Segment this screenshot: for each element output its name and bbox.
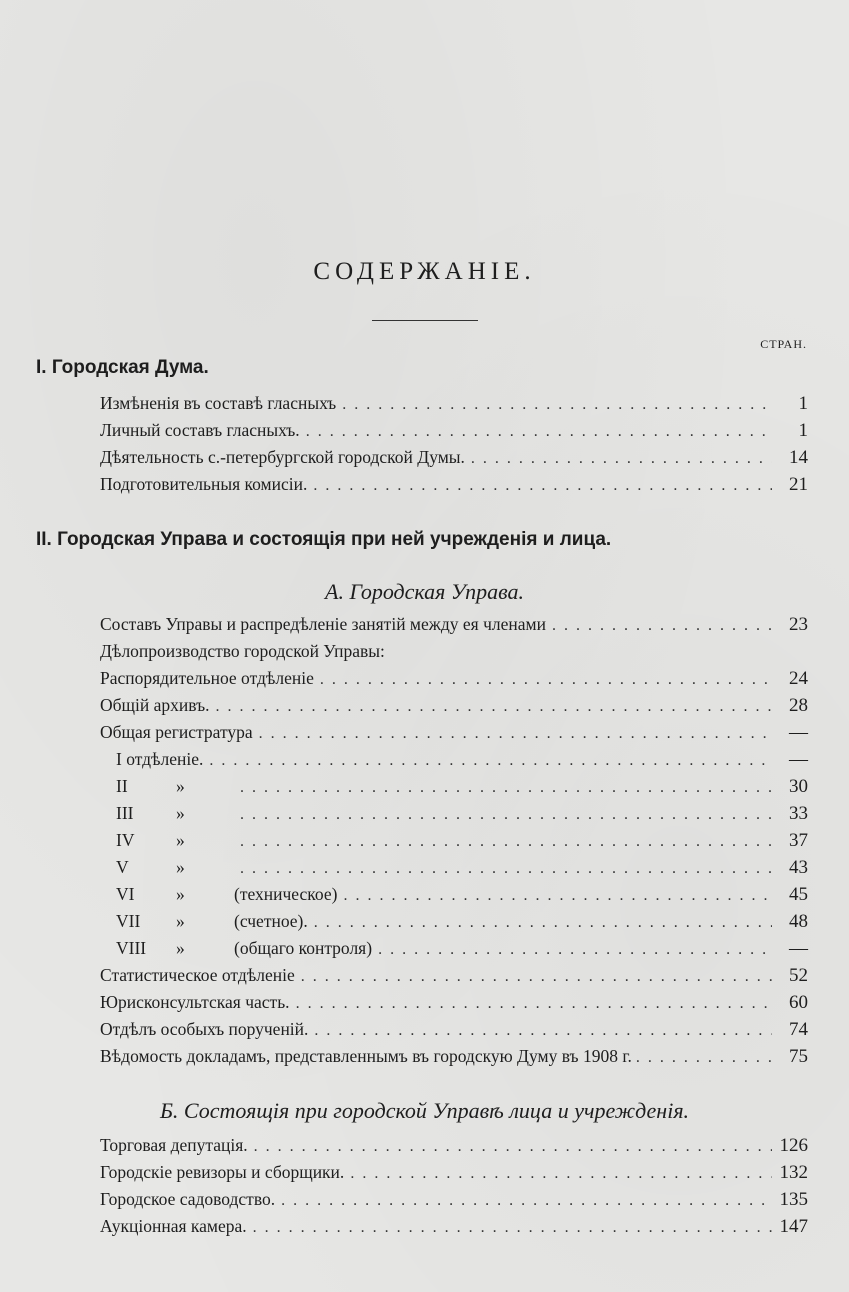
toc-entry[interactable] xyxy=(100,695,808,722)
ditto-mark: » xyxy=(176,803,185,823)
entry-page: 48 xyxy=(789,911,808,932)
entry-label: Вѣдомость докладамъ, представленнымъ въ городскую Думу въ 1908 г. xyxy=(100,1046,632,1066)
dot-leader xyxy=(209,752,772,770)
dot-leader xyxy=(350,1165,772,1183)
entry-label: Распорядительное отдѣленіе xyxy=(100,668,314,688)
section-heading-1: I. Городская Дума. xyxy=(36,357,209,378)
entry-page: 21 xyxy=(789,474,808,495)
entry-page: 126 xyxy=(779,1135,808,1156)
toc-entry[interactable] xyxy=(100,722,808,749)
entry-page: 135 xyxy=(779,1189,808,1210)
entry-page: 24 xyxy=(789,668,808,689)
toc-entry[interactable] xyxy=(100,1135,808,1162)
entry-label: Статистическое отдѣленіе xyxy=(100,965,295,985)
dot-leader xyxy=(313,477,772,495)
toc-entry[interactable] xyxy=(100,1162,808,1189)
department-number: VIII xyxy=(116,938,147,958)
toc-entry[interactable] xyxy=(100,420,808,447)
title-rule xyxy=(372,320,478,321)
entry-page: 43 xyxy=(789,857,808,878)
entry-page: 45 xyxy=(789,884,808,905)
toc-entry[interactable] xyxy=(100,614,808,641)
dot-leader xyxy=(320,671,772,689)
dot-leader xyxy=(296,995,772,1013)
entry-page: 33 xyxy=(789,803,808,824)
entry-label: Отдѣлъ особыхъ порученій. xyxy=(100,1019,309,1039)
toc-entry[interactable] xyxy=(100,965,808,992)
entry-page: 30 xyxy=(789,776,808,797)
department-note: (общаго контроля) xyxy=(234,938,373,958)
toc-entry[interactable] xyxy=(100,447,808,474)
subsection-heading-a: А. Городская Управа. xyxy=(325,579,524,604)
department-number: VI xyxy=(116,884,135,904)
dot-leader xyxy=(240,779,772,797)
dot-leader xyxy=(216,698,772,716)
dot-leader xyxy=(552,617,772,635)
department-number: II xyxy=(116,776,128,796)
ditto-mark: » xyxy=(176,911,185,931)
entry-label: Составъ Управы и распредѣленіе занятій между ея членами xyxy=(100,614,546,634)
dot-leader xyxy=(343,887,772,905)
entry-page: 147 xyxy=(779,1216,808,1237)
toc-entry[interactable] xyxy=(116,749,808,776)
entry-page: 28 xyxy=(789,695,808,716)
toc-entry-department[interactable] xyxy=(100,884,808,911)
dot-leader xyxy=(240,806,772,824)
dot-leader xyxy=(301,968,772,986)
entry-label: Общая регистратура xyxy=(100,722,253,742)
toc-entry[interactable] xyxy=(100,1019,808,1046)
dot-leader xyxy=(240,833,772,851)
entry-page: 60 xyxy=(789,992,808,1013)
ditto-mark: » xyxy=(176,776,185,796)
department-number: IV xyxy=(116,830,135,850)
entry-page: 74 xyxy=(789,1019,808,1040)
entry-label: Городскіе ревизоры и сборщики. xyxy=(100,1162,345,1182)
entry-page: — xyxy=(789,749,808,770)
dot-leader xyxy=(306,423,772,441)
dot-leader xyxy=(636,1049,774,1067)
entry-label: Торговая депутація. xyxy=(100,1135,248,1155)
toc-entry-department[interactable] xyxy=(100,803,808,830)
dot-leader xyxy=(259,725,772,743)
entry-label: Подготовительныя комисіи. xyxy=(100,474,308,494)
dot-leader xyxy=(378,941,772,959)
dot-leader xyxy=(281,1192,772,1210)
toc-entry[interactable] xyxy=(100,393,808,420)
entry-label: Аукціонная камера. xyxy=(100,1216,247,1236)
page-title: СОДЕРЖАНІЕ. xyxy=(313,258,536,285)
toc-entry-department[interactable] xyxy=(100,911,808,938)
department-number: V xyxy=(116,857,129,877)
entry-page: 37 xyxy=(789,830,808,851)
dot-leader xyxy=(314,914,772,932)
entry-page: 52 xyxy=(789,965,808,986)
entry-label: Личный составъ гласныхъ. xyxy=(100,420,300,440)
subsection-heading-b: Б. Состоящія при городской Управѣ лица и учрежденія. xyxy=(159,1098,690,1123)
dot-leader xyxy=(253,1219,772,1237)
entry-label: Юрисконсультская часть. xyxy=(100,992,290,1012)
entry-page: — xyxy=(789,938,808,959)
toc-entry-department[interactable] xyxy=(100,857,808,884)
dot-leader xyxy=(342,396,772,414)
ditto-mark: » xyxy=(176,830,185,850)
entry-label: I отдѣленіе. xyxy=(116,749,204,769)
toc-entry-department[interactable] xyxy=(100,776,808,803)
entry-label: Общій архивъ. xyxy=(100,695,210,715)
pages-column-label: СТРАН. xyxy=(760,337,807,351)
entry-label: Городское садоводство. xyxy=(100,1189,276,1209)
entry-page: 75 xyxy=(789,1046,808,1067)
department-note: (техническое) xyxy=(234,884,338,904)
toc-entry[interactable] xyxy=(100,1216,808,1243)
toc-entry-department[interactable] xyxy=(100,938,808,965)
entry-page: 1 xyxy=(798,393,808,414)
toc-entry[interactable] xyxy=(100,1189,808,1216)
entry-page: 132 xyxy=(779,1162,808,1183)
ditto-mark: » xyxy=(176,884,185,904)
section-heading-2: II. Городская Управа и состоящія при ней учрежденія и лица. xyxy=(36,529,612,550)
entry-label: Дѣятельность с.-петербургской городской Думы. xyxy=(100,447,465,467)
toc-entry-department[interactable] xyxy=(100,830,808,857)
department-note: (счетное). xyxy=(234,911,308,931)
ditto-mark: » xyxy=(176,938,185,958)
toc-entry[interactable] xyxy=(100,1046,808,1073)
toc-entry[interactable] xyxy=(100,474,808,501)
toc-entry[interactable] xyxy=(100,992,808,1019)
toc-entry xyxy=(100,641,808,668)
ditto-mark: » xyxy=(176,857,185,877)
dot-leader xyxy=(471,450,772,468)
dot-leader xyxy=(314,1022,772,1040)
entry-page: 14 xyxy=(789,447,808,468)
entry-label: Дѣлопроизводство городской Управы: xyxy=(100,641,385,661)
entry-page: 1 xyxy=(798,420,808,441)
dot-leader xyxy=(254,1138,772,1156)
entry-page: 23 xyxy=(789,614,808,635)
toc-entry[interactable] xyxy=(100,668,808,695)
entry-label: Измѣненія въ составѣ гласныхъ xyxy=(100,393,337,413)
dot-leader xyxy=(240,860,772,878)
department-number: VII xyxy=(116,911,141,931)
department-number: III xyxy=(116,803,134,823)
entry-page: — xyxy=(789,722,808,743)
